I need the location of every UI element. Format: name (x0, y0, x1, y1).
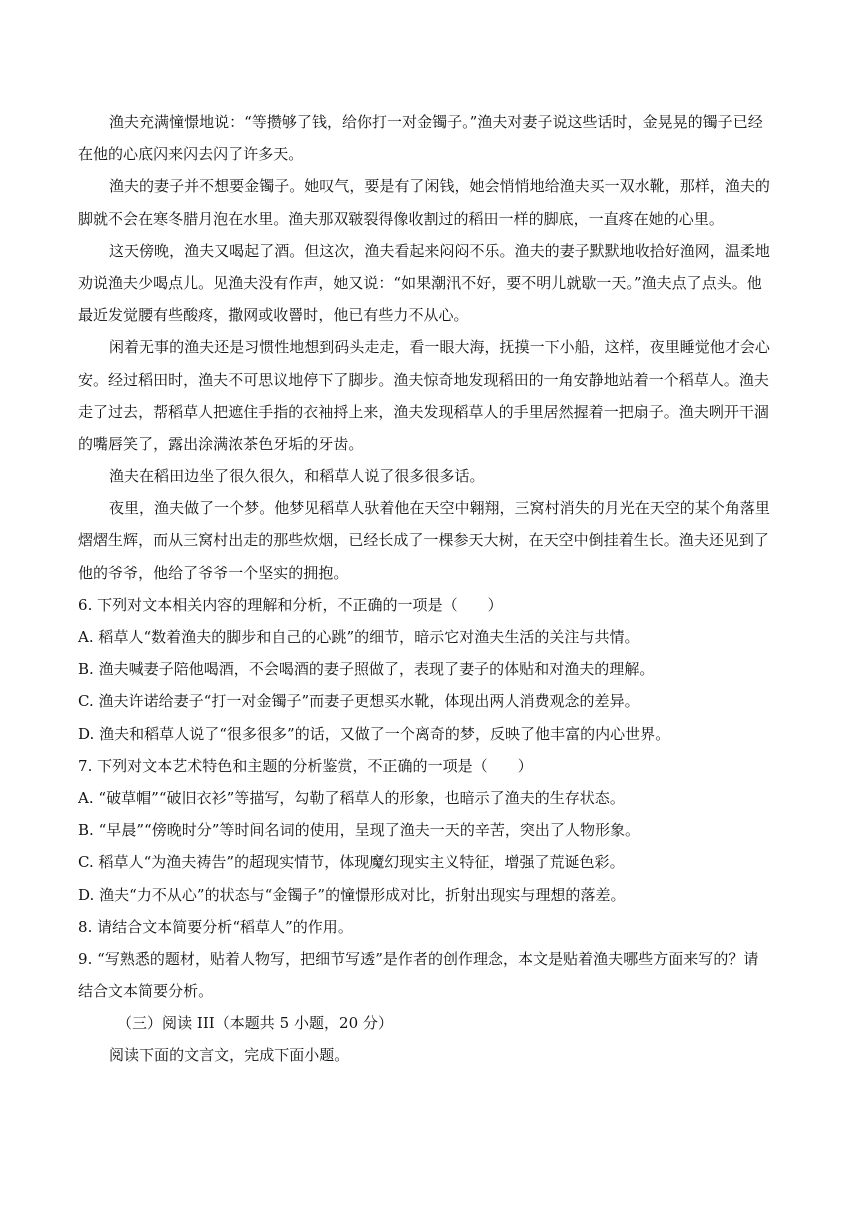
story-line: 熠熠生辉，而从三窝村出走的那些炊烟，已经长成了一棵参天大树，在天空中倒挂着生长。渔夫还见到了 (78, 531, 769, 550)
story-paragraph-2 (78, 170, 778, 234)
section-instruction: 阅读下面的文言文，完成下面小题。 (109, 1046, 350, 1065)
story-line: 劝说渔夫少喝点儿。见渔夫没有作声，她又说：“如果潮汛不好，要不明儿就歇一天。”渔夫点了点头。他 (78, 273, 762, 292)
option-c: C. 稻草人“为渔夫祷告”的超现实情节，体现魔幻现实主义特征，增强了荒诞色彩。 (78, 853, 625, 872)
story-line: 夜里，渔夫做了一个梦。他梦见稻草人驮着他在天空中翱翔，三窝村消失的月光在天空的某个角落里 (109, 499, 770, 518)
story-paragraph-4 (78, 331, 778, 460)
section-3 (78, 1007, 778, 1071)
story-line: 这天傍晚，渔夫又喝起了酒。但这次，渔夫看起来闷闷不乐。渔夫的妻子默默地收拾好渔网，温柔地 (109, 241, 770, 260)
question-stem: 7. 下列对文本艺术特色和主题的分析鉴赏，不正确的一项是（ ） (78, 756, 533, 775)
question-stem: 6. 下列对文本相关内容的理解和分析，不正确的一项是（ ） (78, 595, 503, 614)
question-7 (78, 750, 778, 911)
option-b: B. “早晨”“傍晚时分”等时间名词的使用，呈现了渔夫一天的辛苦，突出了人物形象。 (78, 821, 641, 840)
option-b: B. 渔夫喊妻子陪他喝酒，不会喝酒的妻子照做了，表现了妻子的体贴和对渔夫的理解。 (78, 660, 655, 679)
story-line: 渔夫在稻田边坐了很久很久，和稻草人说了很多很多话。 (109, 467, 485, 486)
document-page (78, 106, 778, 1072)
story-paragraph-3 (78, 235, 778, 332)
option-d: D. 渔夫和稻草人说了“很多很多”的话，又做了一个离奇的梦，反映了他丰富的内心世界。 (78, 724, 671, 743)
story-line: 的嘴唇笑了，露出涂满浓茶色牙垢的牙齿。 (78, 434, 364, 453)
option-a: A. 稻草人“数着渔夫的脚步和自己的心跳”的细节，暗示它对渔夫生活的关注与共情。 (78, 628, 640, 646)
option-d: D. 渔夫“力不从心”的状态与“金镯子”的憧憬形成对比，折射出现实与理想的落差。 (78, 885, 626, 904)
question-6 (78, 589, 778, 750)
story-line: 闲着无事的渔夫还是习惯性地想到码头走走，看一眼大海，抚摸一下小船，这样，夜里睡觉他才会心 (109, 338, 770, 357)
option-c: C. 渔夫许诺给妻子“打一对金镯子”而妻子更想买水靴，体现出两人消费观念的差异。 (78, 692, 640, 711)
story-paragraph-6 (78, 492, 778, 589)
story-line: 走了过去，帮稻草人把遮住手指的衣袖捋上来，渔夫发现稻草人的手里居然握着一把扇子。渔夫咧开干涸 (78, 402, 769, 421)
story-paragraph-1 (78, 106, 778, 170)
section-heading: （三）阅读 III（本题共 5 小题，20 分） (117, 1014, 393, 1033)
story-line: 渔夫的妻子并不想要金镯子。她叹气，要是有了闲钱，她会悄悄地给渔夫买一双水靴，那样，渔夫的 (109, 177, 770, 196)
question-9 (78, 943, 778, 1007)
question-8 (78, 911, 778, 943)
story-line: 脚就不会在寒冬腊月泡在水里。渔夫那双皲裂得像收割过的稻田一样的脚底，一直疼在她的心里。 (78, 209, 724, 228)
story-line: 在他的心底闪来闪去闪了许多天。 (78, 145, 304, 164)
story-line: 他的爷爷，他给了爷爷一个坚实的拥抱。 (78, 563, 349, 582)
story-paragraph-5 (78, 460, 778, 492)
question-stem-continued: 结合文本简要分析。 (78, 982, 214, 1001)
option-a: A. “破草帽”“破旧衣衫”等描写，勾勒了稻草人的形象，也暗示了渔夫的生存状态。 (78, 788, 625, 807)
question-stem: 8. 请结合文本简要分析“稻草人”的作用。 (78, 917, 353, 936)
story-line: 最近发觉腰有些酸疼，撒网或收罾时，他已有些力不从心。 (78, 306, 469, 325)
story-line: 安。经过稻田时，渔夫不可思议地停下了脚步。渔夫惊奇地发现稻田的一角安静地站着一个稻草人。渔夫 (78, 370, 769, 389)
question-stem: 9. “写熟悉的题材，贴着人物写，把细节写透”是作者的创作理念，本文是贴着渔夫哪些方面来写的？请 (78, 949, 759, 968)
story-line: 渔夫充满憧憬地说：“等攒够了钱，给你打一对金镯子。”渔夫对妻子说这些话时，金晃晃的镯子已经 (109, 113, 763, 131)
